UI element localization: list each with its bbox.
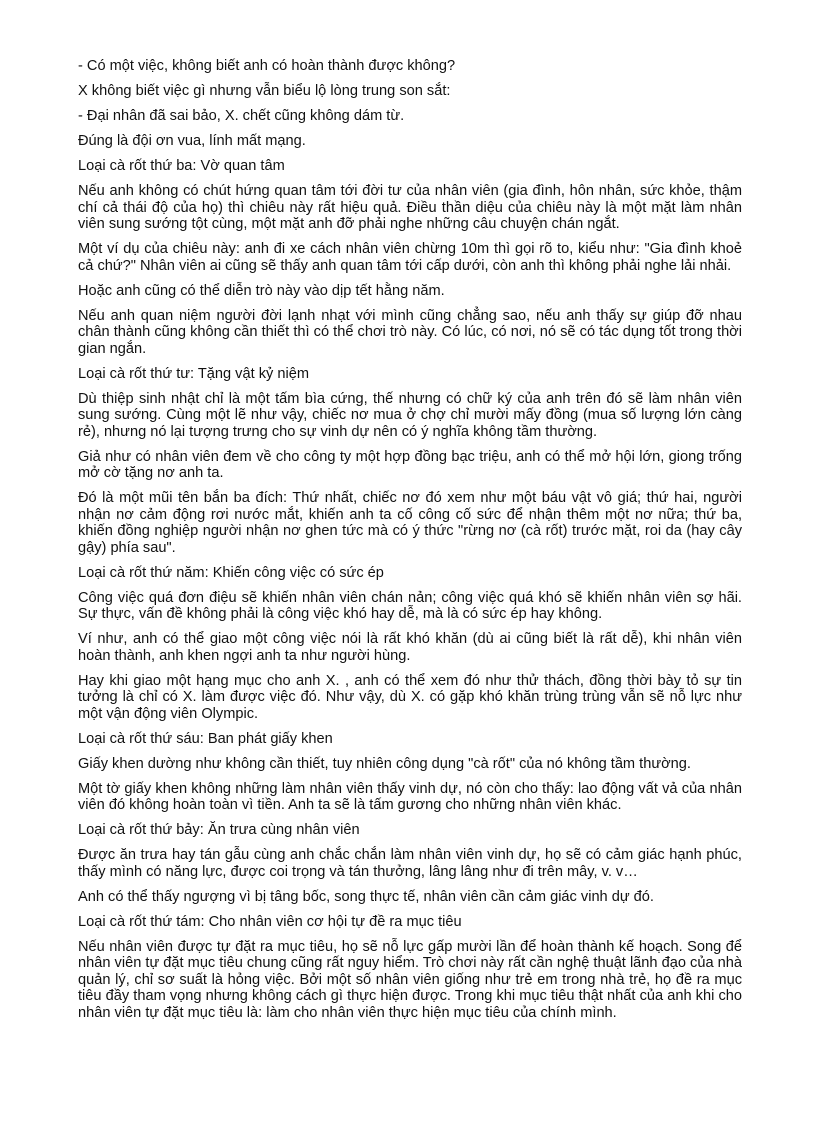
section-heading-7: Loại cà rốt thứ bảy: Ăn trưa cùng nhân viên [78, 822, 360, 838]
paragraph-15: Giấy khen dường như không cần thiết, tuy nhiên công dụng "cà rốt" của nó không tầm thường. [78, 755, 691, 772]
paragraph-18: Anh có thể thấy ngượng vì bị tâng bốc, song thực tế, nhân viên cần cảm giác vinh dự đó. [78, 888, 654, 905]
paragraph-11: Đó là một mũi tên bắn ba đích: Thứ nhất, chiếc nơ đó xem như một báu vật vô giá; thứ hai, người nhận nơ cảm động rơi nước mắt, khiến anh ta cố công cố sức để nhận thêm một nơ nữa; thứ ba, khiến đồng nghiệp người nhận nơ ghen tức mà có ý thức "rừng nơ (cà rốt) trước mặt, roi da (hay cây gậy) phía sau". [78, 490, 742, 556]
paragraph-12: Công việc quá đơn điệu sẽ khiến nhân viên chán nản; công việc quá khó sẽ khiến nhân viên sợ hãi. Sự thực, vấn đề không phải là công việc khó hay dễ, mà là có sức ép hay không. [78, 589, 742, 622]
paragraph-1: - Có một việc, không biết anh có hoàn thành được không? [78, 58, 456, 74]
paragraph-10: Giả như có nhân viên đem về cho công ty một hợp đồng bạc triệu, anh có thể mở hội lớn, giong trống mở cờ tặng nơ anh ta. [78, 448, 742, 481]
paragraph-13: Ví như, anh có thể giao một công việc nói là rất khó khăn (dù ai cũng biết là rất dễ), khi nhân viên hoàn thành, anh khen ngợi anh ta như người hùng. [78, 631, 742, 664]
paragraph-4: Đúng là đội ơn vua, lính mất mạng. [78, 133, 306, 149]
paragraph-6: Một ví dụ của chiêu này: anh đi xe cách nhân viên chừng 10m thì gọi rõ to, kiểu như: "Gia đình khoẻ cả chứ?" Nhân viên ai cũng sẽ thấy anh quan tâm tới cấp dưới, còn anh thì không phải nghe lải nhải. [78, 241, 742, 274]
paragraph-17: Được ăn trưa hay tán gẫu cùng anh chắc chắn làm nhân viên vinh dự, họ sẽ có cảm giác hạnh phúc, thấy mình có năng lực, được coi trọng và tán thưởng, lâng lâng như đi trên mây, v. v… [78, 847, 742, 880]
paragraph-8: Nếu anh quan niệm người đời lạnh nhạt với mình cũng chẳng sao, nếu anh thấy sự giúp đỡ nhau chân thành cũng không cần thiết thì có thể chơi trò này. Có lúc, có nơi, nó sẽ có tác dụng tốt trong thời gian ngắn. [78, 307, 742, 357]
section-heading-8: Loại cà rốt thứ tám: Cho nhân viên cơ hội tự đề ra mục tiêu [78, 913, 462, 930]
paragraph-2: X không biết việc gì nhưng vẫn biểu lộ lòng trung son sắt: [78, 83, 451, 99]
section-heading-3: Loại cà rốt thứ ba: Vờ quan tâm [78, 158, 285, 174]
paragraph-7: Hoặc anh cũng có thể diễn trò này vào dịp tết hằng năm. [78, 282, 445, 299]
paragraph-3: - Đại nhân đã sai bảo, X. chết cũng không dám từ. [78, 108, 405, 124]
paragraph-19: Nếu nhân viên được tự đặt ra mục tiêu, họ sẽ nỗ lực gấp mười lần để hoàn thành kế hoạch. Song để nhân viên tự đặt mục tiêu chung cũng rất nguy hiểm. Trò chơi này rất cần nghệ thuật lãnh đạo của nhà quản lý, chỉ sơ suất là hỏng việc. Bởi một số nhân viên giống như trẻ em trong nhà trẻ, họ đề ra mục tiêu đầy tham vọng nhưng không cách gì thực hiện được. Trong khi mục tiêu thật nhất của anh khi cho nhân viên tự đặt mục tiêu là: làm cho nhân viên thực hiện mục tiêu của chính mình. [78, 938, 742, 1021]
section-heading-5: Loại cà rốt thứ năm: Khiến công việc có sức ép [78, 564, 384, 581]
document-page [78, 58, 742, 1030]
paragraph-9: Dù thiệp sinh nhật chỉ là một tấm bìa cứng, thế nhưng có chữ ký của anh trên đó sẽ làm nhân viên sung sướng. Cùng một lẽ như vậy, chiếc nơ mua ở chợ chỉ mười mấy đồng (mua số lượng lớn càng rẻ), nhưng nó lại tượng trưng cho sự vinh dự nên có ý nghĩa không tầm thường. [78, 390, 742, 440]
section-heading-6: Loại cà rốt thứ sáu: Ban phát giấy khen [78, 730, 333, 747]
paragraph-14: Hay khi giao một hạng mục cho anh X. , anh có thể xem đó như thử thách, đồng thời bày tỏ sự tin tưởng là chỉ có X. làm được việc đó. Như vậy, dù X. có gặp khó khăn trùng trùng vẫn sẽ nỗ lực như một vận động viên Olympic. [78, 672, 742, 722]
paragraph-16: Một tờ giấy khen không những làm nhân viên thấy vinh dự, nó còn cho thấy: lao động vất vả của nhân viên đó không hoàn toàn vì tiền. Anh ta sẽ là tấm gương cho những nhân viên khác. [78, 780, 742, 813]
section-heading-4: Loại cà rốt thứ tư: Tặng vật kỷ niệm [78, 365, 309, 382]
paragraph-5: Nếu anh không có chút hứng quan tâm tới đời tư của nhân viên (gia đình, hôn nhân, sức khỏe, thậm chí cả thái độ của họ) thì chiêu này rất hiệu quả. Điều thần diệu của chiêu này là một mặt làm nhân viên sung sướng tột cùng, một mặt anh đỡ phải nghe những câu chuyện chán ngắt. [78, 183, 742, 232]
